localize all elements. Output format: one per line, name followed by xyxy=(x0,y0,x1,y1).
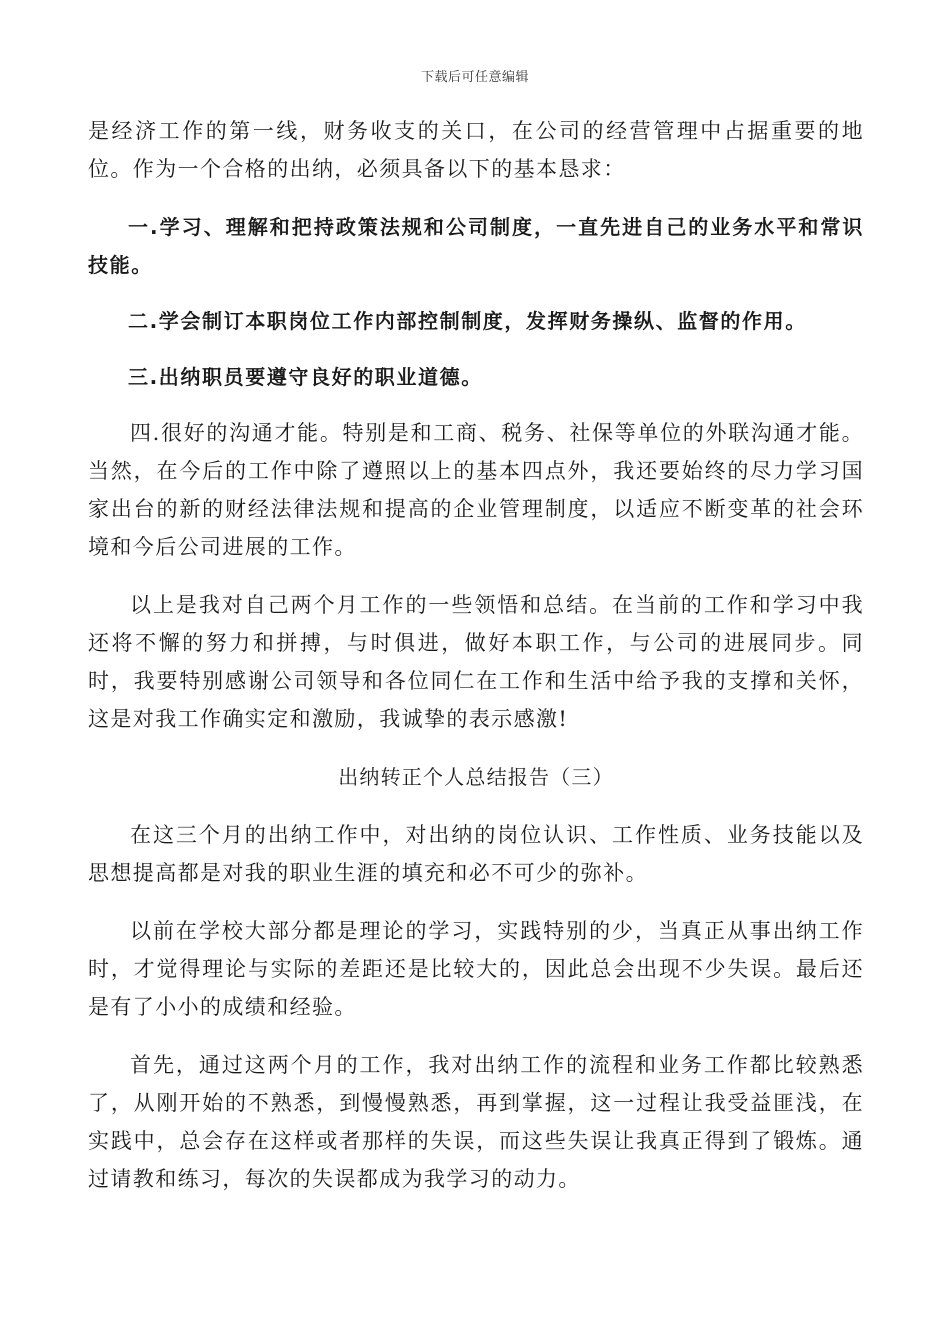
paragraph-conclusion: 以上是我对自己两个月工作的一些领悟和总结。在当前的工作和学习中我还将不懈的努力和拼搏，与时俱进，做好本职工作，与公司的进展同步。同时，我要特别感谢公司领导和各位同仁在工作和生活中给予我的支撑和关怀，这是对我工作确实定和激励，我诚挚的表示感激! xyxy=(88,593,864,731)
paragraph-intro: 是经济工作的第一线，财务收支的关口，在公司的经营管理中占据重要的地位。作为一个合格的出纳，必须具备以下的基本恳求： xyxy=(88,119,864,181)
document-body xyxy=(88,112,864,1218)
paragraph-point-1: 一.学习、理解和把持政策法规和公司制度，一直先进自己的业务水平和常识技能。 xyxy=(88,215,864,277)
section-title: 出纳转正个人总结报告（三） xyxy=(338,765,614,789)
paragraph-point-2: 二.学会制订本职岗位工作内部控制制度，发挥财务操纵、监督的作用。 xyxy=(128,309,807,333)
paragraph-point-4: 四.很好的沟通才能。特别是和工商、税务、社保等单位的外联沟通才能。当然，在今后的工作中除了遵照以上的基本四点外，我还要始终的尽力学习国家出台的新的财经法律法规和提高的企业管理制度，以适应不断变革的社会环境和今后公司进展的工作。 xyxy=(88,421,864,559)
paragraph-school: 以前在学校大部分都是理论的学习，实践特别的少，当真正从事出纳工作时，才觉得理论与实际的差距还是比较大的，因此总会出现不少失误。最后还是有了小小的成绩和经验。 xyxy=(88,919,864,1019)
page-header: 下载后可任意编辑 xyxy=(420,70,529,85)
paragraph-section-intro: 在这三个月的出纳工作中，对出纳的岗位认识、工作性质、业务技能以及思想提高都是对我的职业生涯的填充和必不可少的弥补。 xyxy=(88,823,864,885)
paragraph-point-3: 三.出纳职员要遵守良好的职业道德。 xyxy=(128,365,483,389)
paragraph-first: 首先，通过这两个月的工作，我对出纳工作的流程和业务工作都比较熟悉了，从刚开始的不熟悉，到慢慢熟悉，再到掌握，这一过程让我受益匪浅，在实践中，总会存在这样或者那样的失误，而这些失误让我真正得到了锻炼。通过请教和练习，每次的失误都成为我学习的动力。 xyxy=(88,1053,864,1191)
